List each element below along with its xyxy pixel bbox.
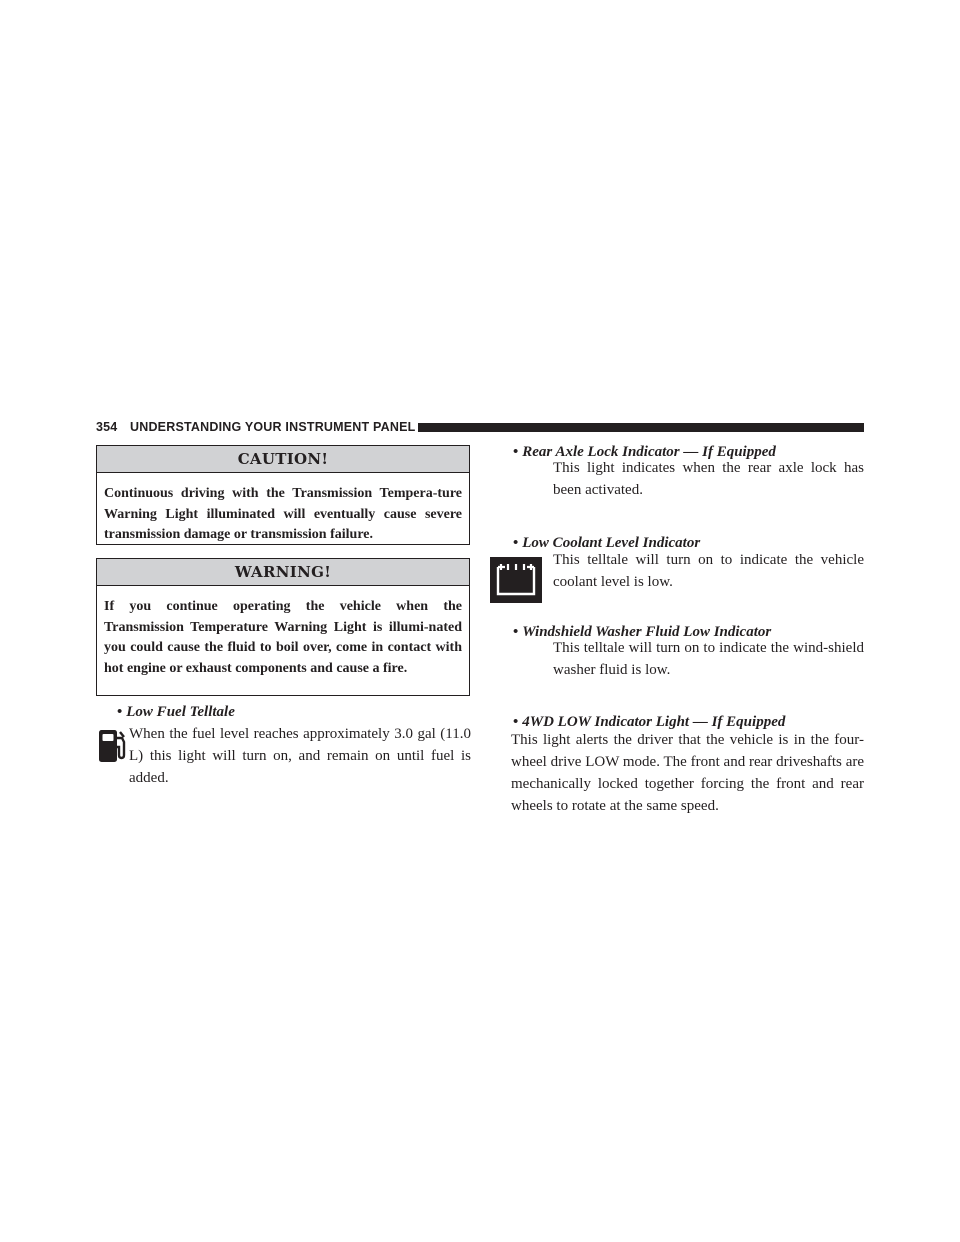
four-wd-low-title-text: 4WD LOW Indicator Light — If Equipped bbox=[522, 714, 786, 730]
low-fuel-text: When the fuel level reaches approximately 3.0 gal (11.0 L) this light will turn on, and remain on until fuel is added. bbox=[129, 726, 471, 786]
bullet: • bbox=[513, 624, 519, 640]
page-header bbox=[96, 420, 864, 434]
rear-axle-text: This light indicates when the rear axle lock has been activated. bbox=[553, 460, 864, 498]
low-fuel-title bbox=[117, 703, 235, 721]
warning-heading: WARNING! bbox=[97, 559, 469, 586]
washer-fluid-text: This telltale will turn on to indicate the wind-shield washer fluid is low. bbox=[553, 640, 864, 678]
warning-text: If you continue operating the vehicle when the Transmission Temperature Warning Light is illumi-nated you could cause the fluid to boil over, come in contact with hot engine or exhaust components and cause a fire. bbox=[104, 599, 462, 676]
section-title: UNDERSTANDING YOUR INSTRUMENT PANEL bbox=[130, 420, 416, 434]
bullet: • bbox=[513, 714, 519, 730]
caution-box bbox=[96, 445, 470, 545]
low-coolant-text: This telltale will turn on to indicate the vehicle coolant level is low. bbox=[553, 552, 864, 590]
bullet: • bbox=[117, 704, 123, 720]
rear-axle-title-text: Rear Axle Lock Indicator — If Equipped bbox=[522, 444, 776, 460]
caution-text: Continuous driving with the Transmission Tempera-ture Warning Light illuminated will eventually cause severe transmission damage or transmission failure. bbox=[104, 486, 462, 542]
bullet: • bbox=[513, 444, 519, 460]
warning-box bbox=[96, 558, 470, 696]
caution-heading: CAUTION! bbox=[97, 446, 469, 473]
low-fuel-title-text: Low Fuel Telltale bbox=[126, 704, 235, 720]
bullet: • bbox=[513, 535, 519, 551]
low-coolant-title-text: Low Coolant Level Indicator bbox=[522, 535, 701, 551]
page-number: 354 bbox=[96, 420, 118, 434]
header-rule bbox=[418, 423, 864, 432]
four-wd-low-text: This light alerts the driver that the vehicle is in the four-wheel drive LOW mode. The front and rear driveshafts are mechanically locked together forcing the front and rear wheels to rotate at the same speed. bbox=[511, 732, 864, 814]
washer-fluid-title-text: Windshield Washer Fluid Low Indicator bbox=[522, 624, 772, 640]
fuel-pump-icon bbox=[98, 728, 128, 764]
coolant-reservoir-icon bbox=[490, 557, 542, 603]
